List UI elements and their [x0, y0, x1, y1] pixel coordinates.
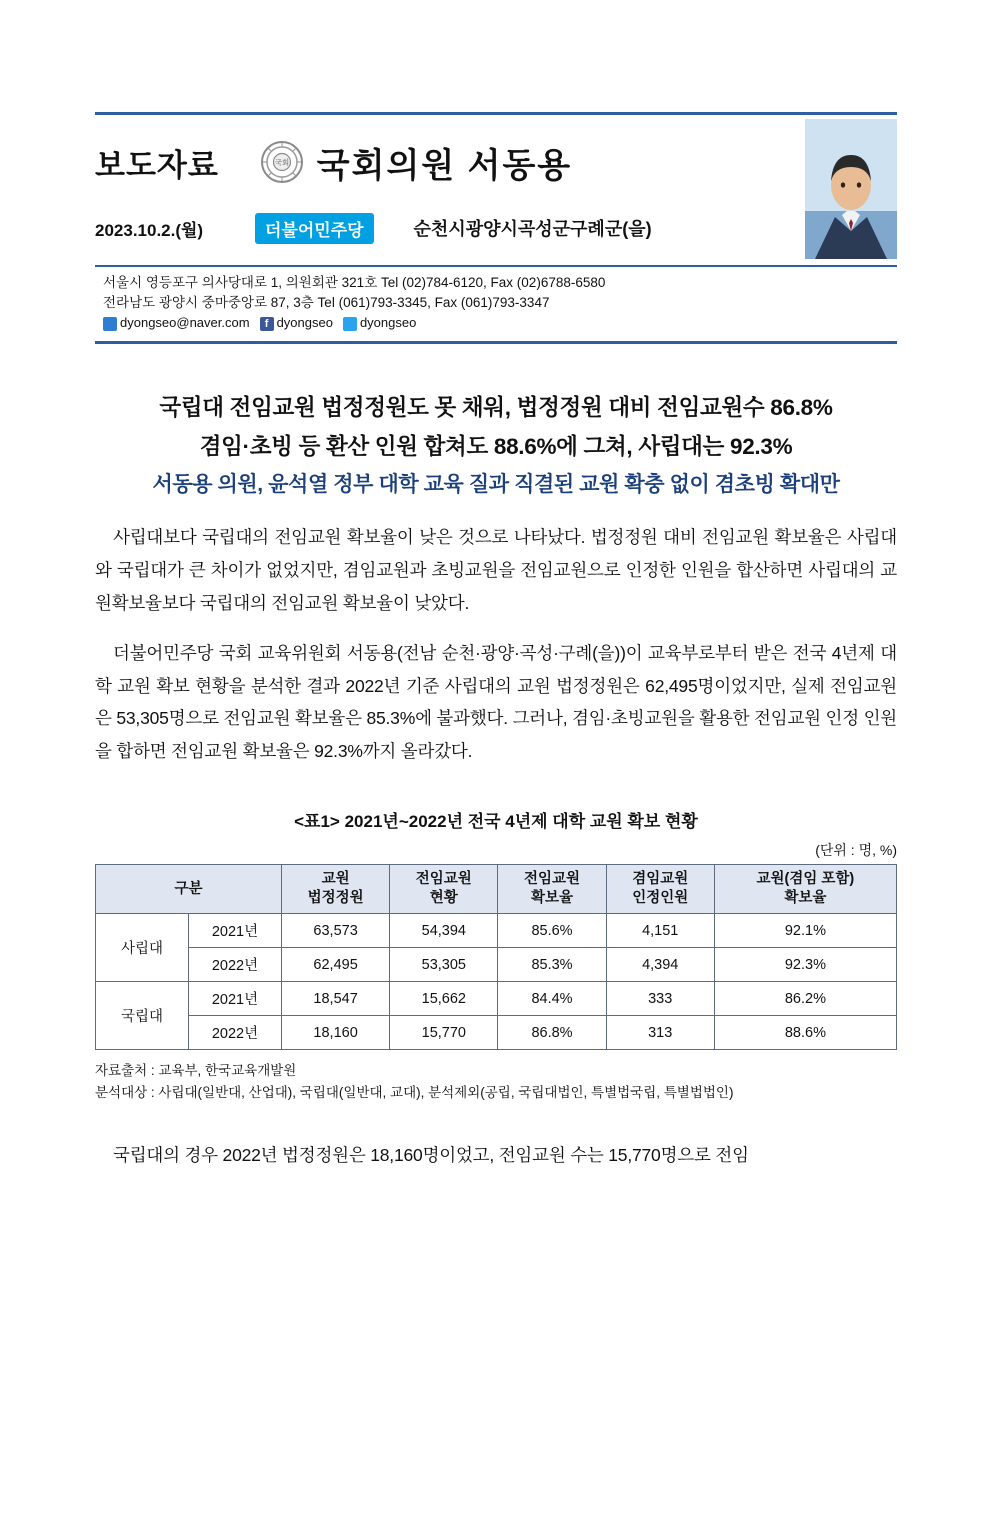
headline-block: [95, 388, 897, 504]
table-header-category-l1: 구분: [174, 880, 203, 897]
sns-line: [103, 314, 897, 333]
table-cell-year: 2022년: [189, 948, 282, 982]
header: [95, 115, 897, 265]
table-header-fulltime-current: [390, 865, 498, 914]
sns-email-label: dyongseo@naver.com: [120, 315, 250, 331]
press-release-page: [0, 112, 992, 1515]
table-header-total-rate-l1: 교원(겸임 포함): [756, 870, 855, 887]
assembly-member-title: 국회의원 서동용: [316, 146, 573, 185]
table-cell-total-rate: 92.3%: [714, 948, 896, 982]
table-cell-fulltime: 53,305: [390, 948, 498, 982]
table-cell-rate: 84.4%: [498, 982, 606, 1016]
table-cell-adjunct: 4,151: [606, 914, 714, 948]
table-row: [96, 914, 897, 948]
table-row: [96, 1016, 897, 1050]
table-cell-rate: 85.6%: [498, 914, 606, 948]
table-cell-total-rate: 92.1%: [714, 914, 896, 948]
sns-twitter-label: dyongseo: [359, 315, 417, 331]
table-group-private: 사립대: [96, 914, 189, 982]
table-header-row: [96, 865, 897, 914]
table-group-national: 국립대: [96, 982, 189, 1050]
table-cell-legal: 18,160: [282, 1016, 390, 1050]
table-header-adjunct-count: [606, 865, 714, 914]
table-cell-total-rate: 88.6%: [714, 1016, 896, 1050]
facebook-icon: f: [260, 317, 274, 331]
table-cell-year: 2022년: [189, 1016, 282, 1050]
contact-line-seoul: 서울시 영등포구 의사당대로 1, 의원회관 321호 Tel (02)784-6120, Fax (02)6788-6580: [103, 275, 606, 290]
contact-line-gwangyang: 전라남도 광양시 중마중앙로 87, 3층 Tel (061)793-3345, Fax (061)793-3347: [103, 294, 550, 310]
table-cell-adjunct: 333: [606, 982, 714, 1016]
table-header-legal-quota: [282, 865, 390, 914]
body-paragraph-2: 더불어민주당 국회 교육위원회 서동용(전남 순천·광양·곡성·구례(을))이 교육부로부터 받은 전국 4년제 대학 교원 확보 현황을 분석한 결과 2022년 기준 사립대의 교원 법정정원은 62,495명이었지만, 실제 전임교원은 53,305명으로 전임교원 확보율은 85.3%에 불과했다. 그러나, 겸임·초빙교원을 활용한 전임교원 인정 인원을 합하면 전임교원 확보율은 92.3%까지 올라갔다.: [95, 643, 897, 761]
table-header-fulltime-rate-l2: 확보율: [530, 890, 574, 907]
contact-block: [95, 267, 897, 337]
press-date: 2023.10.2.(월): [95, 220, 204, 240]
headline-line-1: 국립대 전임교원 법정정원도 못 채워, 법정정원 대비 전임교원수 86.8%: [159, 394, 833, 420]
district-label: 순천시광양시곡성군구례군(을): [413, 219, 652, 239]
table-caption: <표1> 2021년~2022년 전국 4년제 대학 교원 확보 현황: [294, 812, 698, 832]
table-unit-note: (단위 : 명, %): [815, 842, 897, 859]
header-meta-row: [95, 211, 897, 245]
member-portrait: [805, 119, 897, 259]
table-cell-year: 2021년: [189, 982, 282, 1016]
table-header-category: [96, 865, 282, 914]
table-header-fulltime-current-l1: 전임교원: [415, 870, 472, 887]
table-source-block: [95, 1060, 897, 1103]
body-paragraph-1: 사립대보다 국립대의 전임교원 확보율이 낮은 것으로 나타났다. 법정정원 대비 전임교원 확보율은 사립대와 국립대가 큰 차이가 없었지만, 겸임교원과 초빙교원을 전임교원으로 인정한 인원을 합산하면 사립대의 교원확보율보다 국립대의 전임교원 확보율이 낮았다.: [95, 527, 897, 613]
body-paragraph-3: 국립대의 경우 2022년 법정정원은 18,160명이었고, 전임교원 수는 15,770명으로 전임: [113, 1145, 749, 1166]
table-cell-total-rate: 86.2%: [714, 982, 896, 1016]
table-cell-legal: 63,573: [282, 914, 390, 948]
headline-line-3: 서동용 의원, 윤석열 정부 대학 교육 질과 직결된 교원 확충 없이 겸초빙 확대만: [152, 472, 840, 496]
table-header-fulltime-current-l2: 현황: [429, 890, 458, 907]
table-cell-fulltime: 15,662: [390, 982, 498, 1016]
header-bottom-rule: [95, 341, 897, 344]
table-cell-adjunct: 4,394: [606, 948, 714, 982]
table-cell-legal: 18,547: [282, 982, 390, 1016]
table-header-fulltime-rate-l1: 전임교원: [523, 870, 581, 887]
teacher-ratio-table: [95, 864, 897, 1050]
table-header-fulltime-rate: [498, 865, 606, 914]
mail-icon: [103, 317, 117, 331]
table-header-total-rate: [714, 865, 896, 914]
table-cell-fulltime: 54,394: [390, 914, 498, 948]
sns-facebook-label: dyongseo: [276, 315, 333, 331]
table-cell-fulltime: 15,770: [390, 1016, 498, 1050]
sns-email[interactable]: [103, 314, 250, 333]
table-scope-line: 분석대상 : 사립대(일반대, 산업대), 국립대(일반대, 교대), 분석제외(공립, 국립대법인, 특별법국립, 특별법법인): [95, 1084, 734, 1100]
table-header-adjunct-count-l2: 인정인원: [632, 890, 689, 907]
table-cell-rate: 85.3%: [498, 948, 606, 982]
sns-facebook[interactable]: [260, 314, 333, 333]
press-release-label: 보도자료: [95, 147, 219, 183]
table-row: [96, 948, 897, 982]
table-header-legal-quota-l2: 법정정원: [307, 890, 364, 907]
table-header-total-rate-l2: 확보율: [784, 890, 827, 907]
twitter-icon: [343, 317, 357, 331]
party-logo: 더불어민주당: [255, 213, 374, 244]
header-title-row: [95, 115, 897, 193]
national-assembly-emblem-icon: [261, 141, 303, 183]
table-cell-legal: 62,495: [282, 948, 390, 982]
sns-twitter[interactable]: [343, 314, 416, 333]
table-header-legal-quota-l1: 교원: [321, 870, 350, 887]
table-row: [96, 982, 897, 1016]
table-cell-adjunct: 313: [606, 1016, 714, 1050]
headline-line-2: 겸임·초빙 등 환산 인원 합쳐도 88.6%에 그쳐, 사립대는 92.3%: [199, 434, 793, 460]
table-cell-rate: 86.8%: [498, 1016, 606, 1050]
table-header-adjunct-count-l1: 겸임교원: [632, 870, 689, 887]
svg-text:국회: 국회: [274, 158, 290, 167]
table-source-line: 자료출처 : 교육부, 한국교육개발원: [95, 1063, 297, 1079]
table-cell-year: 2021년: [189, 914, 282, 948]
